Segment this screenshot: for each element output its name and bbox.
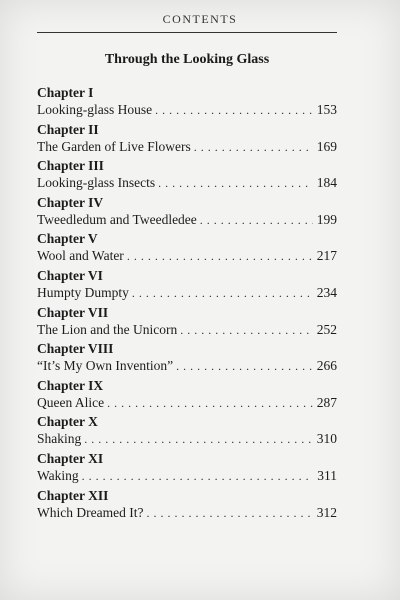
- chapter-label: Chapter VI: [37, 267, 103, 283]
- leader-dots: [155, 101, 313, 119]
- header-rule: [37, 32, 337, 33]
- toc-entry: [37, 450, 337, 487]
- toc-line: [37, 101, 337, 119]
- toc-entry: [37, 304, 337, 341]
- chapter-label: Chapter VIII: [37, 341, 114, 357]
- leader-dots: [158, 174, 313, 192]
- page-number: 310: [316, 431, 337, 447]
- chapter-title: The Garden of Live Flowers: [37, 138, 191, 154]
- leader-dots: [146, 504, 312, 522]
- toc-line: [37, 211, 337, 229]
- page-number: 153: [316, 102, 337, 117]
- leader-dots: [84, 430, 312, 448]
- toc-entry: [37, 340, 337, 377]
- chapter-label: Chapter X: [37, 414, 98, 430]
- chapter-label: Chapter IV: [37, 194, 104, 210]
- chapter-label: Chapter V: [37, 231, 98, 247]
- table-of-contents: [37, 84, 337, 523]
- chapter-label: Chapter XI: [37, 450, 104, 466]
- chapter-title: Looking-glass Insects: [37, 175, 156, 191]
- toc-line: [37, 394, 337, 412]
- chapter-title: The Lion and the Unicorn: [37, 321, 178, 337]
- leader-dots: [180, 321, 313, 339]
- leader-dots: [82, 467, 314, 485]
- toc-line: [37, 174, 337, 192]
- toc-line: [37, 430, 337, 448]
- toc-entry: [37, 267, 337, 304]
- chapter-title: Which Dreamed It?: [37, 504, 144, 520]
- chapter-label: Chapter XII: [37, 487, 109, 503]
- page-number: 252: [316, 321, 337, 337]
- page-number: 234: [316, 284, 337, 300]
- chapter-title: Waking: [37, 467, 79, 483]
- toc-entry: [37, 230, 337, 267]
- page-number: 287: [316, 394, 337, 410]
- page-number: 311: [317, 467, 337, 483]
- page-number: 184: [316, 175, 337, 191]
- toc-entry: [37, 121, 337, 158]
- toc-line: [37, 247, 337, 265]
- page-number: 312: [316, 504, 337, 520]
- chapter-label: Chapter IX: [37, 377, 104, 393]
- chapter-title: Humpty Dumpty: [37, 284, 129, 300]
- toc-line: [37, 467, 337, 485]
- chapter-title: Looking-glass House: [37, 102, 153, 117]
- toc-line: [37, 138, 337, 156]
- toc-line: [37, 321, 337, 339]
- toc-entry: [37, 84, 337, 121]
- page-number: 169: [316, 138, 337, 154]
- leader-dots: [107, 394, 313, 412]
- toc-entry: [37, 487, 337, 524]
- toc-entry: [37, 413, 337, 450]
- chapter-title: Queen Alice: [37, 394, 105, 410]
- page-number: 217: [316, 248, 337, 264]
- toc-entry: [37, 194, 337, 231]
- chapter-title: Wool and Water: [37, 248, 124, 264]
- leader-dots: [132, 284, 313, 302]
- toc-line: [37, 357, 337, 375]
- chapter-label: Chapter II: [37, 121, 99, 137]
- page-number: 199: [316, 211, 337, 227]
- chapter-label: Chapter VII: [37, 304, 109, 320]
- toc-line: [37, 284, 337, 302]
- leader-dots: [200, 211, 313, 229]
- chapter-title: Shaking: [37, 431, 82, 447]
- running-head: CONTENTS: [162, 12, 238, 26]
- chapter-title: “It’s My Own Invention”: [37, 358, 174, 374]
- leader-dots: [194, 138, 313, 156]
- toc-entry: [37, 377, 337, 414]
- page-number: 266: [316, 358, 337, 374]
- book-title: Through the Looking Glass: [104, 52, 270, 67]
- leader-dots: [176, 357, 313, 375]
- chapter-label: Chapter III: [37, 158, 104, 174]
- chapter-label: Chapter I: [37, 85, 94, 100]
- toc-entry: [37, 157, 337, 194]
- leader-dots: [127, 247, 313, 265]
- chapter-title: Tweedledum and Tweedledee: [37, 211, 197, 227]
- toc-line: [37, 504, 337, 522]
